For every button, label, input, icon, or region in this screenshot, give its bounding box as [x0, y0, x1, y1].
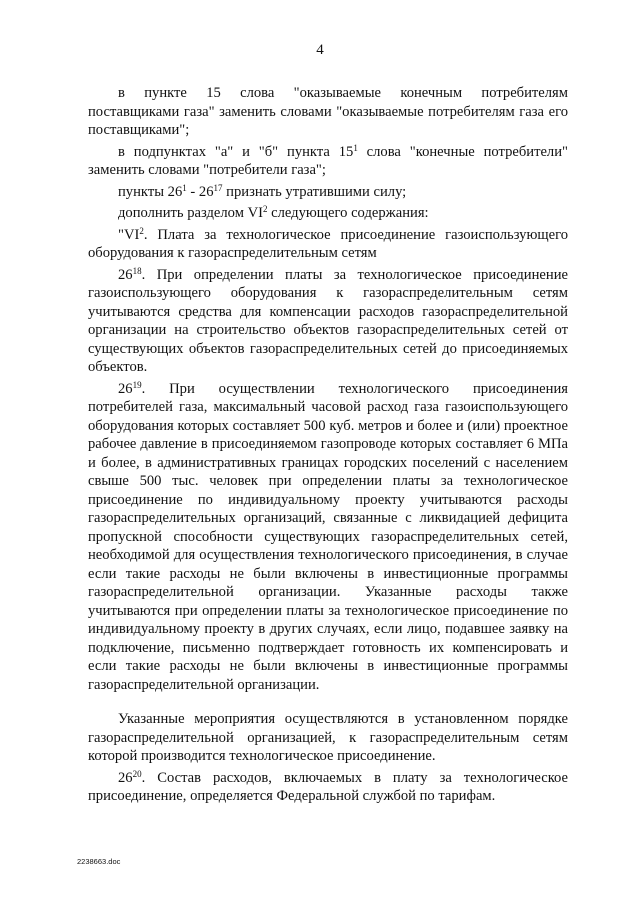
- paragraph-p9: [88, 769, 568, 806]
- superscript: 20: [132, 768, 142, 779]
- text-run: слова "конечные потребители" заменить словами "потребители газа";: [88, 143, 568, 178]
- text-run: 26: [118, 266, 133, 283]
- text-run: "VI: [118, 226, 140, 243]
- paragraph-p5: [88, 226, 568, 263]
- text-run: Указанные мероприятия осуществляются в установленном порядке газораспределительной организацией, к газораспределительным сетям которой производится технологическое присоединение.: [88, 711, 568, 764]
- text-run: в подпунктах "а" и "б" пункта 15: [118, 143, 354, 160]
- superscript: 17: [213, 182, 223, 193]
- paragraph-p6: [88, 266, 568, 377]
- text-run: . Состав расходов, включаемых в плату за технологическое присоединение, определяется Федеральной службой по тарифам.: [88, 769, 568, 804]
- text-run: . Плата за технологическое присоединение газоиспользующего оборудования к газораспределительным сетям: [88, 226, 568, 261]
- page-number: 4: [316, 42, 324, 58]
- document-body: [88, 84, 568, 809]
- paragraph-p7: [88, 380, 568, 695]
- text-run: признать утратившими силу;: [222, 183, 407, 200]
- paragraph-p4: [88, 204, 568, 223]
- paragraph-p3: [88, 183, 568, 202]
- text-run: 26: [118, 380, 133, 397]
- superscript: 1: [182, 182, 187, 193]
- text-run: . При осуществлении технологического присоединения потребителей газа, максимальный часовой расход газа газоиспользующего оборудования которых составляет 500 куб. метров и более и (или) проектное рабочее давление в присоединяемом газопроводе которых составляет 6 МПа и более, в административных границах городских поселений с населением свыше 500 тыс. человек при определении платы за технологическое присоединение по индивидуальному проекту учитываются расходы газораспределительных организаций, связанные с ликвидацией дефицита пропускной способности существующих газораспределительных сетей, необходимой для осуществления технологического присоединения, в случае если такие расходы не были включены в инвестиционные программы газораспределительной организации. Указанные расходы также учитываются при определении платы за технологическое присоединение по индивидуальному проекту в других случаях, если лицо, подавшее заявку на подключение, письменно подтверждает готовность их компенсировать и если такие расходы не были включены в инвестиционные программы газораспределительной организации.: [88, 380, 568, 693]
- text-run: в пункте 15 слова "оказываемые конечным потребителям поставщиками газа" заменить словами "оказываемые потребителям газа его поставщиками";: [88, 85, 568, 138]
- footer-filename: 2238663.doc: [77, 857, 121, 866]
- text-run: - 26: [186, 183, 214, 200]
- text-run: 26: [118, 769, 133, 786]
- superscript: 19: [132, 379, 142, 390]
- superscript: 2: [262, 204, 268, 214]
- superscript: 18: [132, 265, 142, 276]
- text-run: следующего содержания:: [267, 205, 429, 221]
- text-run: дополнить разделом VI: [118, 205, 263, 221]
- paragraph-p2: [88, 143, 568, 180]
- paragraph-p1: [88, 84, 568, 140]
- text-run: пункты 26: [118, 183, 183, 200]
- text-run: . При определении платы за технологическое присоединение газоиспользующего оборудования к газораспределительным сетям учитываются средства для компенсации расходов газораспределительной организации на строительство объектов газораспределительных сетей от существующих объектов газораспределительных сетей до присоединяемых объектов.: [88, 266, 568, 375]
- superscript: 1: [353, 142, 358, 153]
- paragraph-p8: [88, 710, 568, 766]
- superscript: 2: [139, 225, 144, 236]
